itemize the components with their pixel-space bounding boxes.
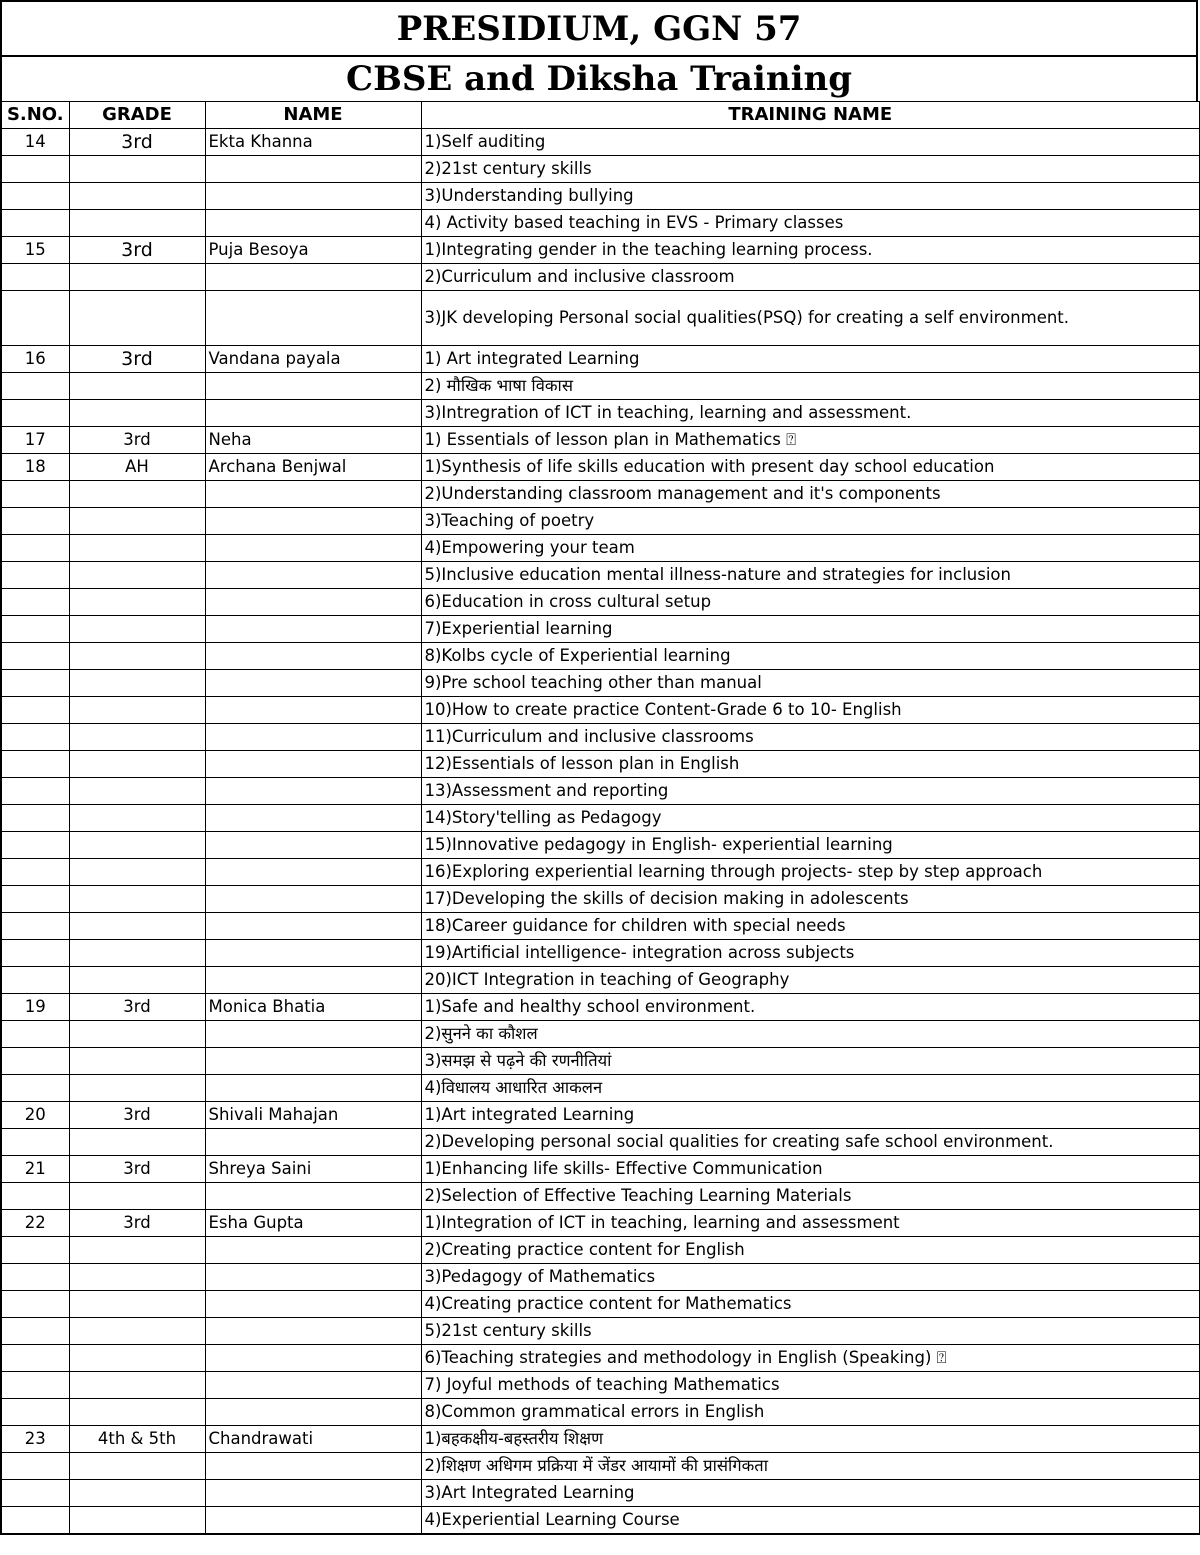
name-cell [205, 805, 421, 832]
table-row [1, 994, 1200, 1021]
grade-cell [69, 1264, 205, 1291]
training-name-cell: 8)Kolbs cycle of Experiential learning [421, 643, 1200, 670]
sno-cell [1, 832, 69, 859]
header-grade: GRADE [69, 102, 205, 129]
grade-cell: 3rd [69, 1102, 205, 1129]
name-cell [205, 210, 421, 237]
name-cell [205, 1507, 421, 1535]
table-row [1, 373, 1200, 400]
sno-cell [1, 1345, 69, 1372]
training-name-cell: 5)21st century skills [421, 1318, 1200, 1345]
sno-cell [1, 400, 69, 427]
name-cell [205, 535, 421, 562]
page-title: PRESIDIUM, GGN 57 [0, 0, 1198, 56]
header-sno: S.NO. [1, 102, 69, 129]
header-row [1, 102, 1200, 129]
training-name-cell: 2) मौखिक भाषा विकास [421, 373, 1200, 400]
name-cell [205, 291, 421, 346]
grade-cell: 3rd [69, 237, 205, 264]
training-name-cell: 12)Essentials of lesson plan in English [421, 751, 1200, 778]
table-row [1, 1237, 1200, 1264]
table-row [1, 210, 1200, 237]
sno-cell [1, 1264, 69, 1291]
table-row [1, 1507, 1200, 1535]
name-cell [205, 562, 421, 589]
training-name-cell: 3)Intregration of ICT in teaching, learning and assessment. [421, 400, 1200, 427]
grade-cell: 3rd [69, 346, 205, 373]
name-cell: Esha Gupta [205, 1210, 421, 1237]
name-cell [205, 1480, 421, 1507]
training-name-cell: 2)शिक्षण अधिगम प्रक्रिया में जेंडर आयामों की प्रासंगिकता [421, 1453, 1200, 1480]
table-row [1, 1372, 1200, 1399]
name-cell [205, 1453, 421, 1480]
sno-cell [1, 1399, 69, 1426]
sno-cell [1, 616, 69, 643]
table-row [1, 1129, 1200, 1156]
sno-cell [1, 535, 69, 562]
grade-cell [69, 291, 205, 346]
training-name-cell: 18)Career guidance for children with special needs [421, 913, 1200, 940]
sno-cell [1, 805, 69, 832]
sno-cell [1, 481, 69, 508]
grade-cell [69, 1291, 205, 1318]
sno-cell: 16 [1, 346, 69, 373]
name-cell [205, 264, 421, 291]
training-name-cell: 2)21st century skills [421, 156, 1200, 183]
training-name-cell: 10)How to create practice Content-Grade 6 to 10- English [421, 697, 1200, 724]
sno-cell [1, 156, 69, 183]
training-name-cell: 2)सुनने का कौशल [421, 1021, 1200, 1048]
sno-cell [1, 886, 69, 913]
name-cell [205, 886, 421, 913]
name-cell [205, 1399, 421, 1426]
training-name-cell: 13)Assessment and reporting [421, 778, 1200, 805]
grade-cell: AH [69, 454, 205, 481]
table-row [1, 264, 1200, 291]
grade-cell: 3rd [69, 129, 205, 156]
sno-cell [1, 697, 69, 724]
name-cell [205, 967, 421, 994]
table-row [1, 291, 1200, 346]
training-name-cell: 4)Experiential Learning Course [421, 1507, 1200, 1535]
table-row [1, 129, 1200, 156]
training-name-cell: 1)Integrating gender in the teaching learning process. [421, 237, 1200, 264]
training-name-cell: 4)Creating practice content for Mathematics [421, 1291, 1200, 1318]
name-cell: Ekta Khanna [205, 129, 421, 156]
name-cell [205, 481, 421, 508]
table-row [1, 751, 1200, 778]
table-row [1, 1210, 1200, 1237]
table-row [1, 237, 1200, 264]
table-row [1, 562, 1200, 589]
name-cell [205, 1291, 421, 1318]
sno-cell [1, 1291, 69, 1318]
header-name: NAME [205, 102, 421, 129]
sno-cell [1, 1318, 69, 1345]
grade-cell: 3rd [69, 427, 205, 454]
name-cell: Chandrawati [205, 1426, 421, 1453]
sno-cell: 22 [1, 1210, 69, 1237]
table-row [1, 535, 1200, 562]
table-row [1, 1102, 1200, 1129]
name-cell [205, 859, 421, 886]
training-name-cell: 8)Common grammatical errors in English [421, 1399, 1200, 1426]
training-name-cell: 3)Teaching of poetry [421, 508, 1200, 535]
table-row [1, 859, 1200, 886]
name-cell: Neha [205, 427, 421, 454]
grade-cell [69, 1318, 205, 1345]
sno-cell: 15 [1, 237, 69, 264]
name-cell [205, 183, 421, 210]
table-row [1, 1345, 1200, 1372]
training-name-cell: 5)Inclusive education mental illness-nature and strategies for inclusion [421, 562, 1200, 589]
training-name-cell: 4) Activity based teaching in EVS - Primary classes [421, 210, 1200, 237]
grade-cell [69, 967, 205, 994]
name-cell: Archana Benjwal [205, 454, 421, 481]
name-cell [205, 1129, 421, 1156]
sno-cell [1, 859, 69, 886]
training-name-cell: 1) Art integrated Learning [421, 346, 1200, 373]
page-subtitle: CBSE and Diksha Training [0, 56, 1198, 102]
sno-cell [1, 967, 69, 994]
name-cell [205, 616, 421, 643]
grade-cell [69, 535, 205, 562]
grade-cell [69, 1075, 205, 1102]
table-row [1, 697, 1200, 724]
table-row [1, 616, 1200, 643]
training-name-cell: 6)Teaching strategies and methodology in English (Speaking) ⍰ [421, 1345, 1200, 1372]
grade-cell [69, 616, 205, 643]
grade-cell [69, 1183, 205, 1210]
sno-cell [1, 373, 69, 400]
grade-cell [69, 913, 205, 940]
training-name-cell: 2)Developing personal social qualities for creating safe school environment. [421, 1129, 1200, 1156]
grade-cell: 4th & 5th [69, 1426, 205, 1453]
sno-cell [1, 1129, 69, 1156]
grade-cell [69, 1345, 205, 1372]
table-row [1, 805, 1200, 832]
grade-cell [69, 373, 205, 400]
table-row [1, 967, 1200, 994]
sno-cell: 20 [1, 1102, 69, 1129]
sno-cell: 14 [1, 129, 69, 156]
name-cell [205, 589, 421, 616]
training-name-cell: 1)Self auditing [421, 129, 1200, 156]
training-name-cell: 11)Curriculum and inclusive classrooms [421, 724, 1200, 751]
grade-cell [69, 670, 205, 697]
sno-cell [1, 291, 69, 346]
grade-cell [69, 481, 205, 508]
name-cell [205, 832, 421, 859]
grade-cell: 3rd [69, 1156, 205, 1183]
training-name-cell: 17)Developing the skills of decision making in adolescents [421, 886, 1200, 913]
table-row [1, 183, 1200, 210]
grade-cell [69, 697, 205, 724]
table-row [1, 156, 1200, 183]
sno-cell [1, 1183, 69, 1210]
table-row [1, 1453, 1200, 1480]
name-cell [205, 508, 421, 535]
sno-cell [1, 778, 69, 805]
grade-cell: 3rd [69, 1210, 205, 1237]
grade-cell [69, 1372, 205, 1399]
grade-cell [69, 805, 205, 832]
grade-cell [69, 778, 205, 805]
grade-cell [69, 1129, 205, 1156]
training-name-cell: 20)ICT Integration in teaching of Geography [421, 967, 1200, 994]
table-row [1, 778, 1200, 805]
table-row [1, 832, 1200, 859]
training-name-cell: 9)Pre school teaching other than manual [421, 670, 1200, 697]
sno-cell [1, 751, 69, 778]
training-name-cell: 4)विधालय आधारित आकलन [421, 1075, 1200, 1102]
sno-cell [1, 913, 69, 940]
grade-cell [69, 1237, 205, 1264]
training-name-cell: 1)Art integrated Learning [421, 1102, 1200, 1129]
sno-cell [1, 1048, 69, 1075]
name-cell [205, 643, 421, 670]
sno-cell [1, 643, 69, 670]
sno-cell [1, 1075, 69, 1102]
name-cell [205, 724, 421, 751]
table-row [1, 1075, 1200, 1102]
training-name-cell: 3)समझ से पढ़ने की रणनीतियां [421, 1048, 1200, 1075]
training-name-cell: 3)Pedagogy of Mathematics [421, 1264, 1200, 1291]
grade-cell [69, 400, 205, 427]
name-cell: Puja Besoya [205, 237, 421, 264]
name-cell [205, 1237, 421, 1264]
table-row [1, 427, 1200, 454]
training-name-cell: 14)Story'telling as Pedagogy [421, 805, 1200, 832]
name-cell [205, 1264, 421, 1291]
training-name-cell: 4)Empowering your team [421, 535, 1200, 562]
table-row [1, 1318, 1200, 1345]
table-row [1, 1426, 1200, 1453]
grade-cell [69, 643, 205, 670]
grade-cell [69, 508, 205, 535]
table-row [1, 1156, 1200, 1183]
grade-cell [69, 859, 205, 886]
sno-cell: 18 [1, 454, 69, 481]
table-row [1, 643, 1200, 670]
name-cell [205, 1075, 421, 1102]
grade-cell [69, 1048, 205, 1075]
name-cell [205, 751, 421, 778]
table-row [1, 724, 1200, 751]
sno-cell: 21 [1, 1156, 69, 1183]
table-row [1, 1264, 1200, 1291]
sno-cell [1, 1021, 69, 1048]
training-name-cell: 19)Artificial intelligence- integration across subjects [421, 940, 1200, 967]
grade-cell [69, 264, 205, 291]
table-row [1, 1021, 1200, 1048]
name-cell [205, 697, 421, 724]
table-row [1, 886, 1200, 913]
name-cell [205, 156, 421, 183]
name-cell [205, 1318, 421, 1345]
table-row [1, 1291, 1200, 1318]
sno-cell [1, 1237, 69, 1264]
table-row [1, 508, 1200, 535]
grade-cell [69, 210, 205, 237]
training-name-cell: 16)Exploring experiential learning through projects- step by step approach [421, 859, 1200, 886]
training-name-cell: 1)Synthesis of life skills education with present day school education [421, 454, 1200, 481]
training-name-cell: 3)Understanding bullying [421, 183, 1200, 210]
name-cell [205, 1345, 421, 1372]
name-cell [205, 670, 421, 697]
name-cell [205, 778, 421, 805]
grade-cell [69, 1453, 205, 1480]
training-table [0, 101, 1200, 1535]
table-row [1, 400, 1200, 427]
grade-cell [69, 751, 205, 778]
grade-cell [69, 1507, 205, 1535]
table-body [1, 129, 1200, 1535]
grade-cell [69, 886, 205, 913]
sno-cell [1, 724, 69, 751]
grade-cell [69, 940, 205, 967]
name-cell [205, 1372, 421, 1399]
name-cell [205, 1183, 421, 1210]
table-row [1, 454, 1200, 481]
grade-cell [69, 562, 205, 589]
sno-cell [1, 1507, 69, 1535]
name-cell: Shreya Saini [205, 1156, 421, 1183]
grade-cell: 3rd [69, 994, 205, 1021]
sno-cell [1, 670, 69, 697]
name-cell [205, 1048, 421, 1075]
sno-cell [1, 183, 69, 210]
name-cell [205, 1021, 421, 1048]
table-row [1, 589, 1200, 616]
training-name-cell: 2)Selection of Effective Teaching Learning Materials [421, 1183, 1200, 1210]
sno-cell [1, 589, 69, 616]
grade-cell [69, 724, 205, 751]
grade-cell [69, 1021, 205, 1048]
grade-cell [69, 589, 205, 616]
training-name-cell: 1)Safe and healthy school environment. [421, 994, 1200, 1021]
table-row [1, 1048, 1200, 1075]
grade-cell [69, 183, 205, 210]
training-name-cell: 1)Enhancing life skills- Effective Communication [421, 1156, 1200, 1183]
grade-cell [69, 156, 205, 183]
table-row [1, 1399, 1200, 1426]
name-cell: Monica Bhatia [205, 994, 421, 1021]
sno-cell [1, 508, 69, 535]
grade-cell [69, 1480, 205, 1507]
header-training-name: TRAINING NAME [421, 102, 1200, 129]
table-row [1, 670, 1200, 697]
sno-cell [1, 1453, 69, 1480]
table-row [1, 481, 1200, 508]
training-name-cell: 1)बहकक्षीय-बहस्तरीय शिक्षण [421, 1426, 1200, 1453]
table-row [1, 1480, 1200, 1507]
training-name-cell: 2)Understanding classroom management and it's components [421, 481, 1200, 508]
table-row [1, 940, 1200, 967]
grade-cell [69, 832, 205, 859]
sno-cell [1, 264, 69, 291]
name-cell: Shivali Mahajan [205, 1102, 421, 1129]
table-row [1, 913, 1200, 940]
name-cell [205, 373, 421, 400]
sno-cell [1, 1480, 69, 1507]
training-name-cell: 1)Integration of ICT in teaching, learning and assessment [421, 1210, 1200, 1237]
training-name-cell: 3)Art Integrated Learning [421, 1480, 1200, 1507]
grade-cell [69, 1399, 205, 1426]
sno-cell: 23 [1, 1426, 69, 1453]
name-cell: Vandana payala [205, 346, 421, 373]
sno-cell [1, 940, 69, 967]
training-name-cell: 7)Experiential learning [421, 616, 1200, 643]
sno-cell [1, 210, 69, 237]
name-cell [205, 913, 421, 940]
training-name-cell: 15)Innovative pedagogy in English- experiential learning [421, 832, 1200, 859]
training-name-cell: 1) Essentials of lesson plan in Mathematics ⍰ [421, 427, 1200, 454]
training-name-cell: 2)Curriculum and inclusive classroom [421, 264, 1200, 291]
name-cell [205, 400, 421, 427]
training-name-cell: 6)Education in cross cultural setup [421, 589, 1200, 616]
sno-cell: 17 [1, 427, 69, 454]
training-name-cell: 3)JK developing Personal social qualities(PSQ) for creating a self environment. [421, 291, 1200, 346]
sno-cell [1, 1372, 69, 1399]
sno-cell: 19 [1, 994, 69, 1021]
table-row [1, 346, 1200, 373]
training-name-cell: 2)Creating practice content for English [421, 1237, 1200, 1264]
training-name-cell: 7) Joyful methods of teaching Mathematics [421, 1372, 1200, 1399]
table-row [1, 1183, 1200, 1210]
sno-cell [1, 562, 69, 589]
name-cell [205, 940, 421, 967]
